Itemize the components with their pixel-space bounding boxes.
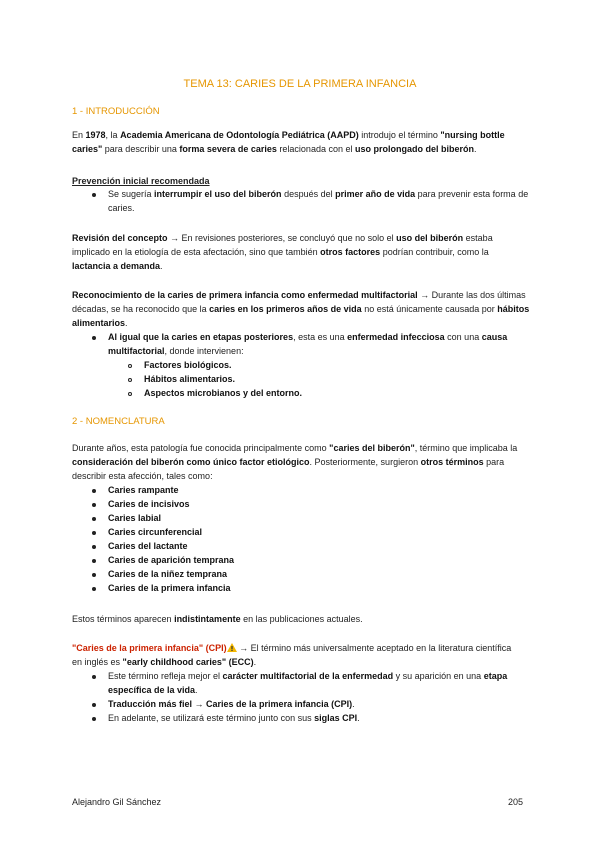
term-item: Caries circunferencial [108,527,203,537]
revision-line-3: lactancia a demanda. [72,261,163,271]
bullet-dot-icon [92,531,96,535]
term-item: Caries de la niñez temprana [108,569,228,579]
revision-line-1: Revisión del concepto → En revisiones posteriores, se concluyó que no solo el uso del biberón estaba [72,233,493,243]
bullet-dot-icon [92,559,96,563]
factor-item: Hábitos alimentarios. [144,374,236,384]
term-item: Caries de incisivos [108,499,190,509]
prevencion-bullet-line-1: Se sugería interrumpir el uso del biberón después del primer año de vida para prevenir esta forma de [108,189,529,199]
bullet-dot-icon [92,545,96,549]
bullet-dot-icon [92,503,96,507]
reconocimiento-line-2: décadas, se ha reconocido que la caries en los primeros años de vida no está únicamente causada por hábitos [72,304,530,314]
section-heading-introduccion: 1 - INTRODUCCIÓN [72,106,160,117]
footer-author: Alejandro Gil Sánchez [72,797,162,807]
bullet-dot-icon [92,336,96,340]
bullet-dot-icon [92,717,96,721]
warning-icon [227,643,237,652]
cpi-bullet-1-line-2: específica de la vida. [108,685,198,695]
term-item: Caries de aparición temprana [108,555,235,565]
bullet-dot-icon [92,193,96,197]
reconocimiento-line-1: Reconocimiento de la caries de primera infancia como enfermedad multifactorial → Durante las dos últimas [72,290,526,300]
footer-page-number: 205 [508,797,524,807]
section-heading-nomenclatura: 2 - NOMENCLATURA [72,416,165,427]
cpi-line-1: "Caries de la primera infancia" (CPI) → El término más universalmente aceptado en la literatura científica [72,643,512,653]
page-title: TEMA 13: CARIES DE LA PRIMERA INFANCIA [183,78,417,90]
sub-bullet-circle-icon [128,378,132,382]
reconocimiento-bullet-line-1: Al igual que la caries en etapas posteriores, esta es una enfermedad infecciosa con una causa [108,332,508,342]
intro-line-1: En 1978, la Academia Americana de Odontología Pediátrica (AAPD) introdujo el término "nursing bottle [72,130,505,140]
bullet-dot-icon [92,517,96,521]
cpi-bullet-3: En adelante, se utilizará este término junto con sus siglas CPI. [108,713,360,723]
term-item: Caries de la primera infancia [108,583,231,593]
term-item: Caries rampante [108,485,179,495]
cpi-line-2: en inglés es "early childhood caries" (ECC). [72,657,257,667]
term-item: Caries labial [108,513,162,523]
factor-item: Aspectos microbianos y del entorno. [144,388,303,398]
cpi-bullet-2: Traducción más fiel → Caries de la primera infancia (CPI). [108,699,355,709]
nomenclatura-line-3: describir esta afección, tales como: [72,471,213,481]
factor-item: Factores biológicos. [144,360,232,370]
cpi-bullet-1-line-1: Este término refleja mejor el carácter multifactorial de la enfermedad y su aparición en una etapa [108,671,508,681]
revision-line-2: implicado en la etiología de esta afectación, sino que también otros factores podrían contribuir, como la [72,247,489,257]
bullet-dot-icon [92,573,96,577]
term-item: Caries del lactante [108,541,188,551]
sub-bullet-circle-icon [128,364,132,368]
sub-bullet-circle-icon [128,392,132,396]
prevencion-heading: Prevención inicial recomendada [72,176,210,186]
reconocimiento-line-3: alimentarios. [72,318,128,328]
bullet-dot-icon [92,703,96,707]
prevencion-bullet-line-2: caries. [108,203,135,213]
bullet-dot-icon [92,587,96,591]
reconocimiento-bullet-line-2: multifactorial, donde intervienen: [108,346,244,356]
bullet-dot-icon [92,489,96,493]
nomenclatura-line-2: consideración del biberón como único factor etiológico. Posteriormente, surgieron otros términos para [72,457,505,467]
nomenclatura-line-1: Durante años, esta patología fue conocida principalmente como "caries del biberón", término que implicaba la [72,443,518,453]
nomenclatura-closing-line: Estos términos aparecen indistintamente en las publicaciones actuales. [72,614,363,624]
intro-line-2: caries" para describir una forma severa de caries relacionada con el uso prolongado del biberón. [72,144,477,154]
bullet-dot-icon [92,675,96,679]
